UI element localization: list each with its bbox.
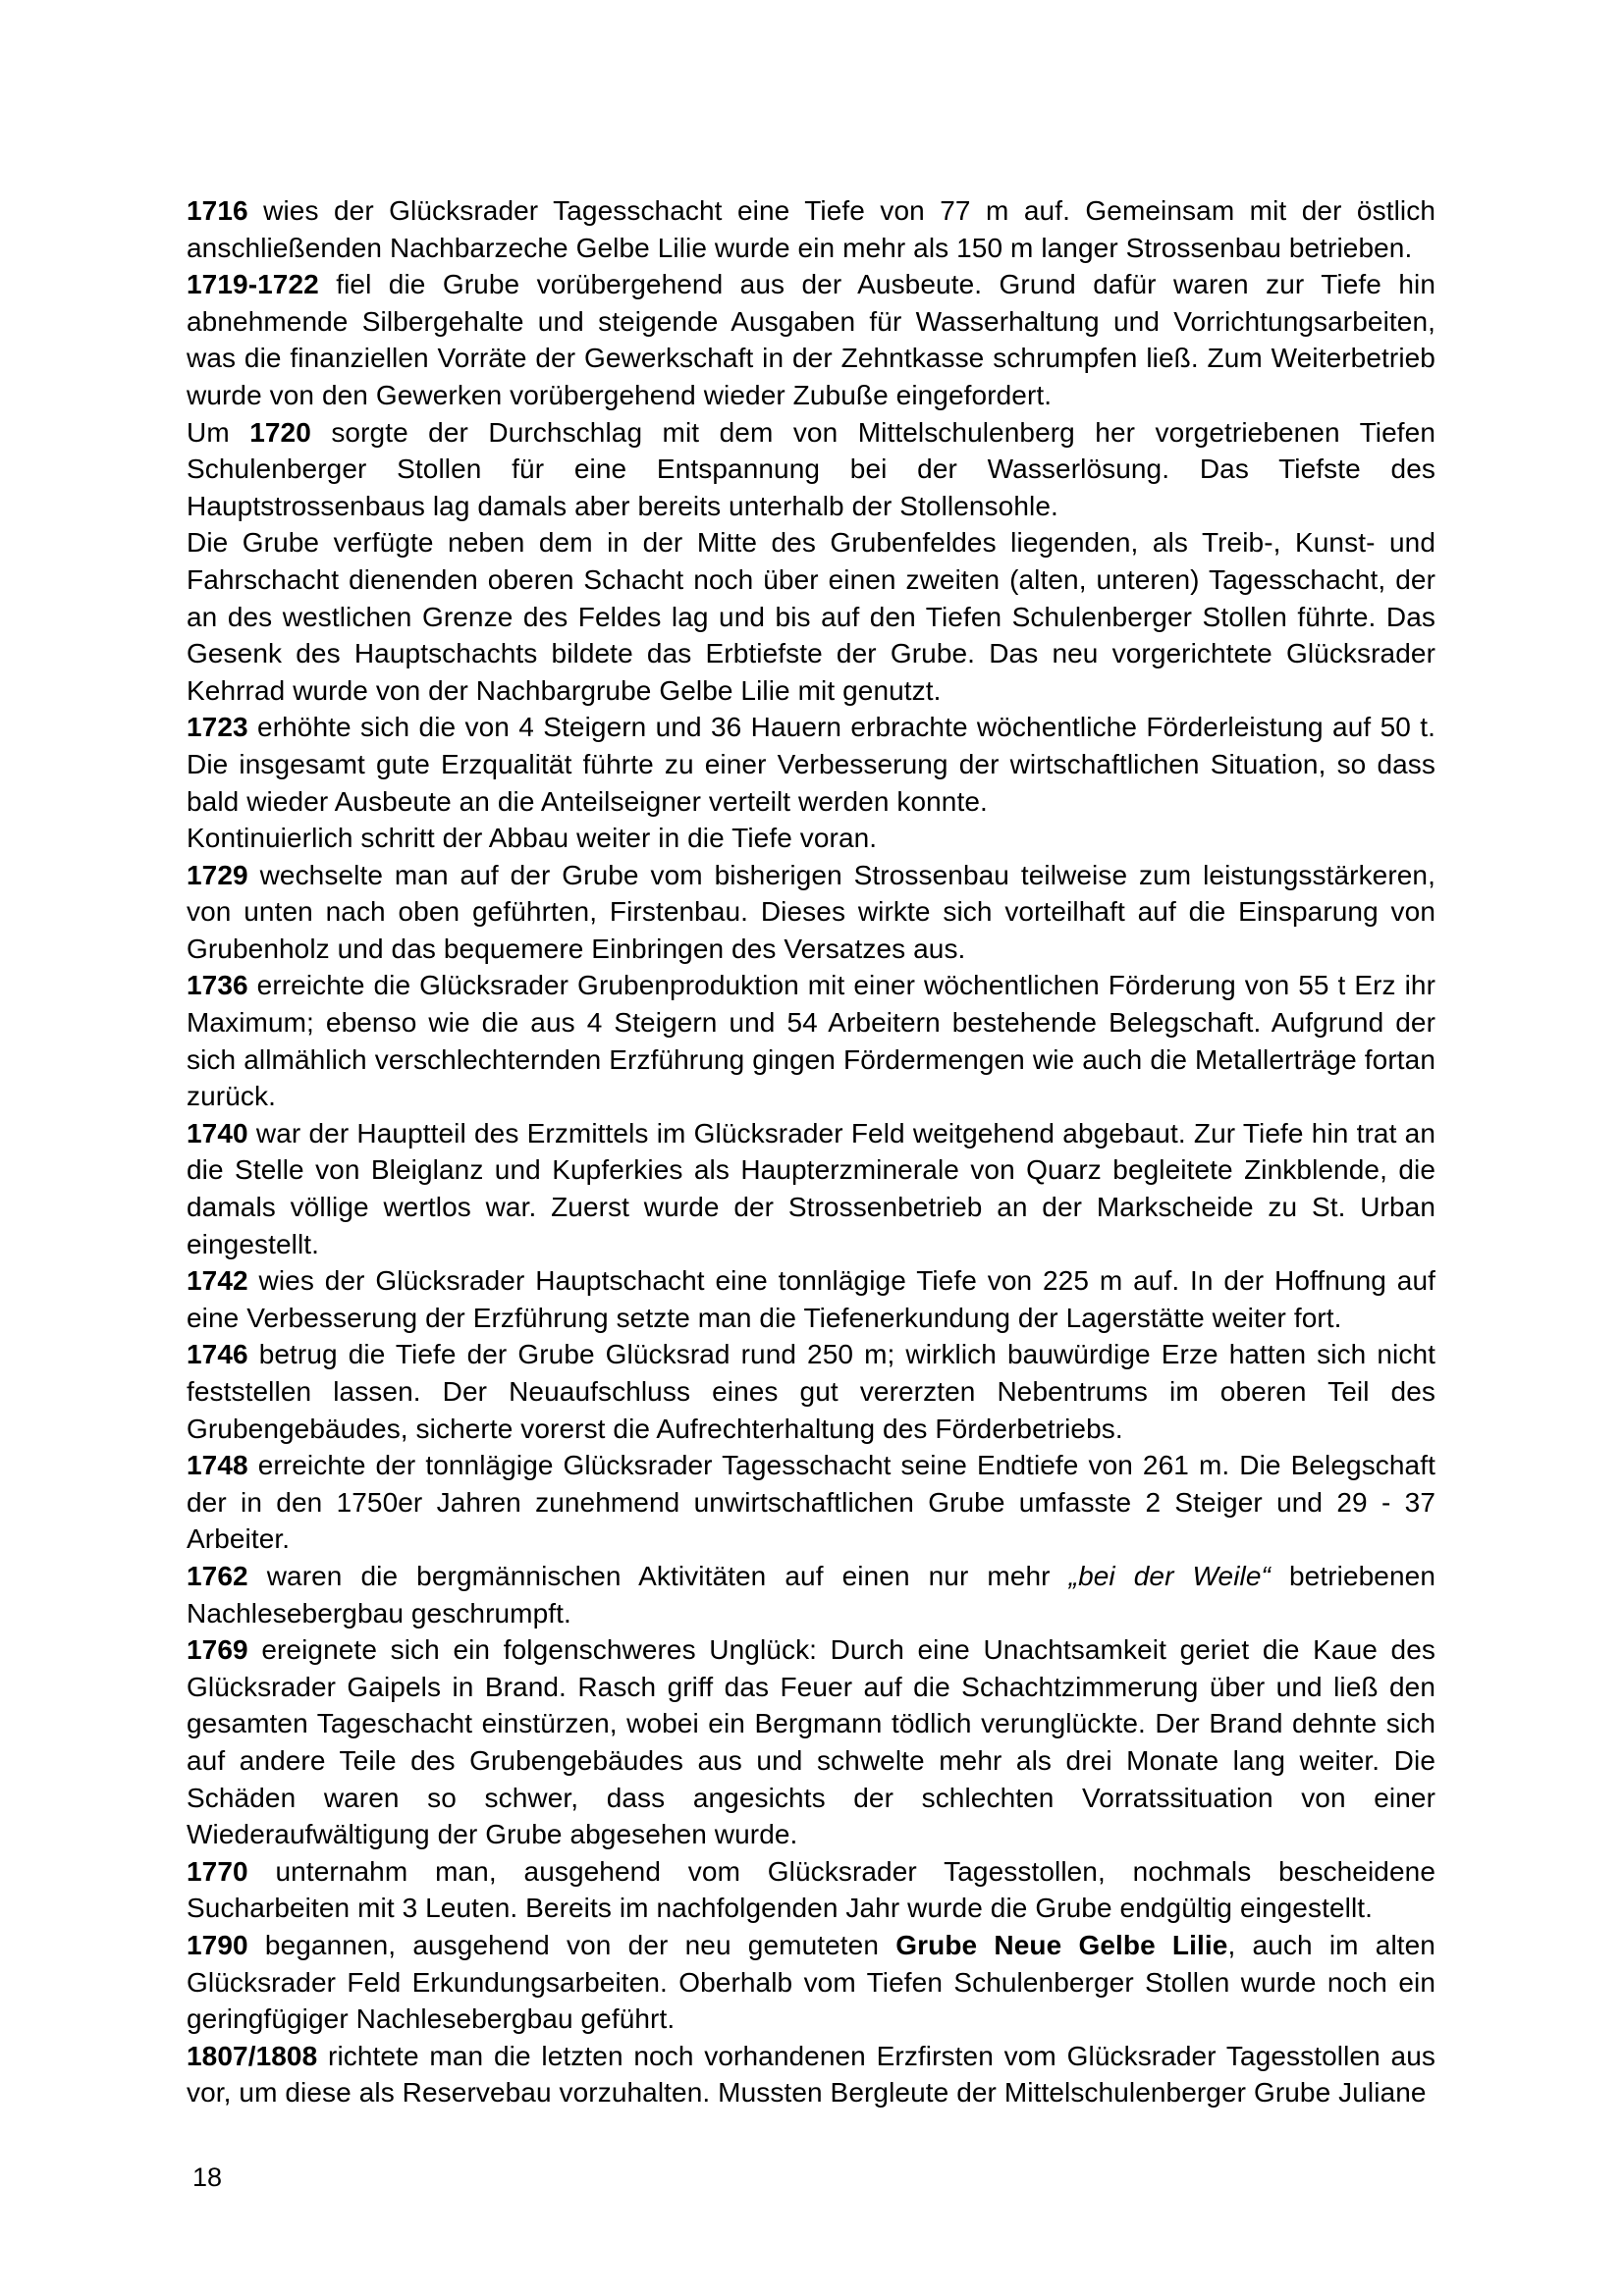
- paragraph: [187, 1558, 1435, 1631]
- italic-text-segment: „bei der Weile“: [1068, 1560, 1271, 1591]
- bold-text-segment: 1719-1722: [187, 269, 319, 300]
- bold-text-segment: Grube Neue Gelbe Lilie: [895, 1929, 1228, 1960]
- paragraph: [187, 820, 1435, 857]
- bold-text-segment: 1807/1808: [187, 2040, 318, 2071]
- text-segment: wechselte man auf der Grube vom bisherigen Strossenbau teilweise zum leistungsstärkeren, von unten nach oben geführten, Firstenbau. Dieses wirkte sich vorteilhaft auf die Einsparung von Grubenholz und das bequemere Einbringen des Versatzes aus.: [187, 859, 1435, 964]
- text-segment: erreichte der tonnlägige Glücksrader Tagesschacht seine Endtiefe von 261 m. Die Belegschaft der in den 1750er Jahren zunehmend unwirtschaftlichen Grube umfasste 2 Steiger und 29 - 37 Arbeiter.: [187, 1450, 1435, 1555]
- bold-text-segment: 1762: [187, 1560, 248, 1591]
- text-segment: betrug die Tiefe der Grube Glücksrad rund 250 m; wirklich bauwürdige Erze hatten sich nicht feststellen lassen. Der Neuaufschluss eines gut vererzten Nebentrums im oberen Teil des Grubengebäudes, sicherte vorerst die Aufrechterhaltung des Förderbetriebs.: [187, 1339, 1435, 1444]
- text-body: [187, 192, 1435, 2111]
- text-segment: sorgte der Durchschlag mit dem von Mittelschulenberg her vorgetriebenen Tiefen Schulenberger Stollen für eine Entspannung bei der Wasserlösung. Das Tiefste des Hauptstrossenbaus lag damals aber bereits unterhalb der Stollensohle.: [187, 416, 1435, 521]
- paragraph: [187, 1262, 1435, 1336]
- bold-text-segment: 1716: [187, 195, 248, 226]
- text-segment: Die Grube verfügte neben dem in der Mitte des Grubenfeldes liegenden, als Treib-, Kunst- und Fahrschacht dienenden oberen Schacht noch über einen zweiten (alten, unteren) Tagesschacht, der an des westlichen Grenze des Feldes lag und bis auf den Tiefen Schulenberger Stollen führte. Das Gesenk des Hauptschachts bildete das Erbtiefste der Grube. Das neu vorgerichtete Glücksrader Kehrrad wurde von der Nachbargrube Gelbe Lilie mit genutzt.: [187, 527, 1435, 706]
- paragraph: [187, 524, 1435, 709]
- paragraph: [187, 1336, 1435, 1447]
- bold-text-segment: 1729: [187, 859, 248, 890]
- paragraph: [187, 709, 1435, 820]
- bold-text-segment: 1746: [187, 1339, 248, 1370]
- paragraph: [187, 1115, 1435, 1262]
- paragraph: [187, 414, 1435, 525]
- text-segment: war der Hauptteil des Erzmittels im Glücksrader Feld weitgehend abgebaut. Zur Tiefe hin trat an die Stelle von Bleiglanz und Kupferkies als Haupterzminerale von Quarz begleitete Zinkblende, die damals völlige wertlos war. Zuerst wurde der Strossenbetrieb an der Markscheide zu St. Urban eingestellt.: [187, 1117, 1435, 1259]
- paragraph: [187, 266, 1435, 413]
- text-segment: Um: [187, 416, 250, 448]
- paragraph: [187, 967, 1435, 1114]
- bold-text-segment: 1770: [187, 1855, 248, 1887]
- bold-text-segment: 1740: [187, 1117, 248, 1148]
- bold-text-segment: 1720: [249, 416, 311, 448]
- text-segment: richtete man die letzten noch vorhandenen Erzfirsten vom Glücksrader Tagesstollen aus vor, um diese als Reservebau vorzuhalten. Mussten Bergleute der Mittelschulenberger Grube Juliane: [187, 2040, 1435, 2109]
- text-segment: begannen, ausgehend von der neu gemuteten: [247, 1929, 896, 1960]
- text-segment: wies der Glücksrader Hauptschacht eine tonnlägige Tiefe von 225 m auf. In der Hoffnung auf eine Verbesserung der Erzführung setzte man die Tiefenerkundung der Lagerstätte weiter fort.: [187, 1265, 1435, 1333]
- paragraph: [187, 1631, 1435, 1853]
- bold-text-segment: 1790: [187, 1929, 248, 1960]
- text-segment: Kontinuierlich schritt der Abbau weiter in die Tiefe voran.: [187, 823, 878, 854]
- paragraph: [187, 2038, 1435, 2111]
- text-segment: erreichte die Glücksrader Grubenproduktion mit einer wöchentlichen Förderung von 55 t Erz ihr Maximum; ebenso wie die aus 4 Steigern und 54 Arbeitern bestehende Belegschaft. Aufgrund der sich allmählich verschlechternden Erzführung gingen Fördermengen wie auch die Metallerträge fortan zurück.: [187, 970, 1435, 1112]
- paragraph: [187, 192, 1435, 266]
- paragraph: [187, 1447, 1435, 1558]
- text-segment: ereignete sich ein folgenschweres Unglück: Durch eine Unachtsamkeit geriet die Kaue des Glücksrader Gaipels in Brand. Rasch griff das Feuer auf die Schachtzimmerung über und ließ den gesamten Tageschacht einstürzen, wobei ein Bergmann tödlich verunglückte. Der Brand dehnte sich auf andere Teile des Grubengebäudes aus und schwelte mehr als drei Monate lang weiter. Die Schäden waren so schwer, dass angesichts der schlechten Vorratssituation von einer Wiederaufwältigung der Grube abgesehen wurde.: [187, 1634, 1435, 1850]
- bold-text-segment: 1748: [187, 1450, 248, 1481]
- bold-text-segment: 1769: [187, 1634, 248, 1666]
- text-segment: erhöhte sich die von 4 Steigern und 36 Hauern erbrachte wöchentliche Förderleistung auf 50 t. Die insgesamt gute Erzqualität führte zu einer Verbesserung der wirtschaftlichen Situation, so dass bald wieder Ausbeute an die Anteilseigner verteilt werden konnte.: [187, 712, 1435, 817]
- page-number: 18: [192, 2163, 223, 2192]
- text-segment: fiel die Grube vorübergehend aus der Ausbeute. Grund dafür waren zur Tiefe hin abnehmende Silbergehalte und steigende Ausgaben für Wasserhaltung und Vorrichtungsarbeiten, was die finanziellen Vorräte der Gewerkschaft in der Zehntkasse schrumpfen ließ. Zum Weiterbetrieb wurde von den Gewerken vorübergehend wieder Zubuße eingefordert.: [187, 269, 1435, 410]
- bold-text-segment: 1736: [187, 970, 248, 1001]
- text-segment: unternahm man, ausgehend vom Glücksrader Tagesstollen, nochmals bescheidene Sucharbeiten mit 3 Leuten. Bereits im nachfolgenden Jahr wurde die Grube endgültig eingestellt.: [187, 1855, 1435, 1924]
- text-segment: , auch im alten Glücksrader Feld Erkundungsarbeiten. Oberhalb vom Tiefen Schulenberger Stollen wurde noch ein geringfügiger Nachlesebergbau geführt.: [187, 1929, 1435, 2035]
- paragraph: [187, 1853, 1435, 1927]
- text-segment: waren die bergmännischen Aktivitäten auf einen nur mehr: [247, 1560, 1069, 1591]
- text-segment: betriebenen Nachlesebergbau geschrumpft.: [187, 1560, 1435, 1629]
- text-segment: wies der Glücksrader Tagesschacht eine Tiefe von 77 m auf. Gemeinsam mit der östlich anschließenden Nachbarzeche Gelbe Lilie wurde ein mehr als 150 m langer Strossenbau betrieben.: [187, 195, 1435, 263]
- paragraph: [187, 857, 1435, 968]
- bold-text-segment: 1742: [187, 1265, 248, 1297]
- bold-text-segment: 1723: [187, 712, 248, 743]
- paragraph: [187, 1927, 1435, 2038]
